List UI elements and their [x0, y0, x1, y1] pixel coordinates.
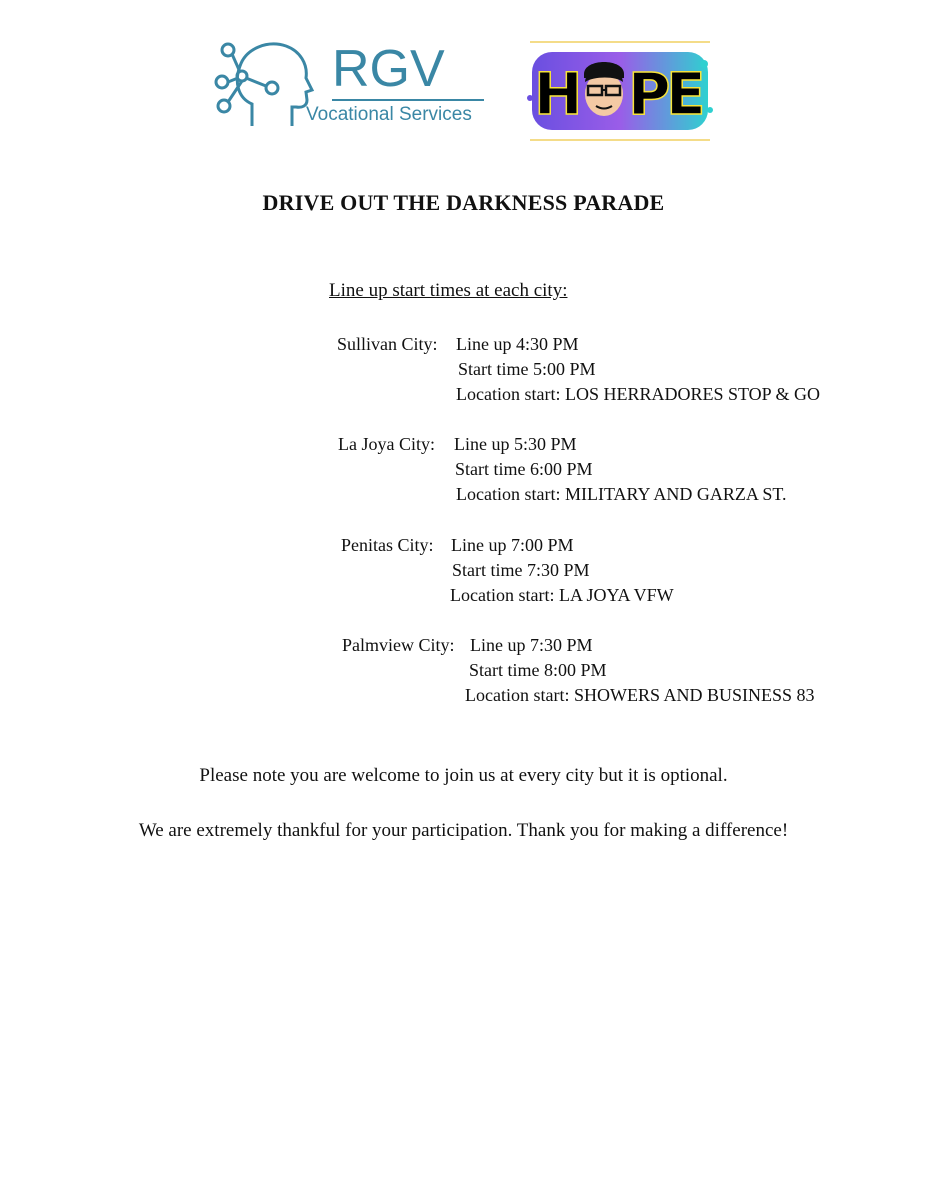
rgv-vocational-services-logo [212, 36, 512, 136]
start-time: Start time 6:00 PM [455, 459, 593, 479]
svg-text:E: E [666, 60, 706, 128]
lineup-time: Line up 7:00 PM [451, 535, 574, 555]
optional-note: Please note you are welcome to join us at every city but it is optional. [199, 765, 728, 786]
schedule-heading: Line up start times at each city: [329, 280, 568, 301]
page-title: DRIVE OUT THE DARKNESS PARADE [262, 190, 665, 215]
start-time: Start time 7:30 PM [452, 560, 590, 580]
rgv-logo-subtitle: Vocational Services [306, 104, 472, 125]
location-start: Location start: LA JOYA VFW [450, 585, 674, 605]
start-time: Start time 5:00 PM [458, 359, 596, 379]
start-time: Start time 8:00 PM [469, 660, 607, 680]
location-start: Location start: SHOWERS AND BUSINESS 83 [465, 685, 815, 705]
city-name: La Joya City: [338, 434, 435, 454]
rgv-logo-name: RGV [332, 40, 445, 98]
hope-logo [524, 38, 716, 144]
location-start: Location start: MILITARY AND GARZA ST. [456, 484, 787, 504]
head-network-icon [216, 44, 312, 126]
thanks-note: We are extremely thankful for your participation. Thank you for making a difference! [138, 820, 789, 841]
city-name: Penitas City: [341, 535, 434, 555]
lineup-time: Line up 4:30 PM [456, 334, 579, 354]
face-icon [584, 62, 624, 116]
city-name: Palmview City: [342, 635, 455, 655]
lineup-time: Line up 7:30 PM [470, 635, 593, 655]
lineup-time: Line up 5:30 PM [454, 434, 577, 454]
svg-text:H: H [534, 60, 583, 128]
svg-text:P: P [628, 60, 671, 128]
city-name: Sullivan City: [337, 334, 438, 354]
location-start: Location start: LOS HERRADORES STOP & GO [456, 384, 821, 404]
